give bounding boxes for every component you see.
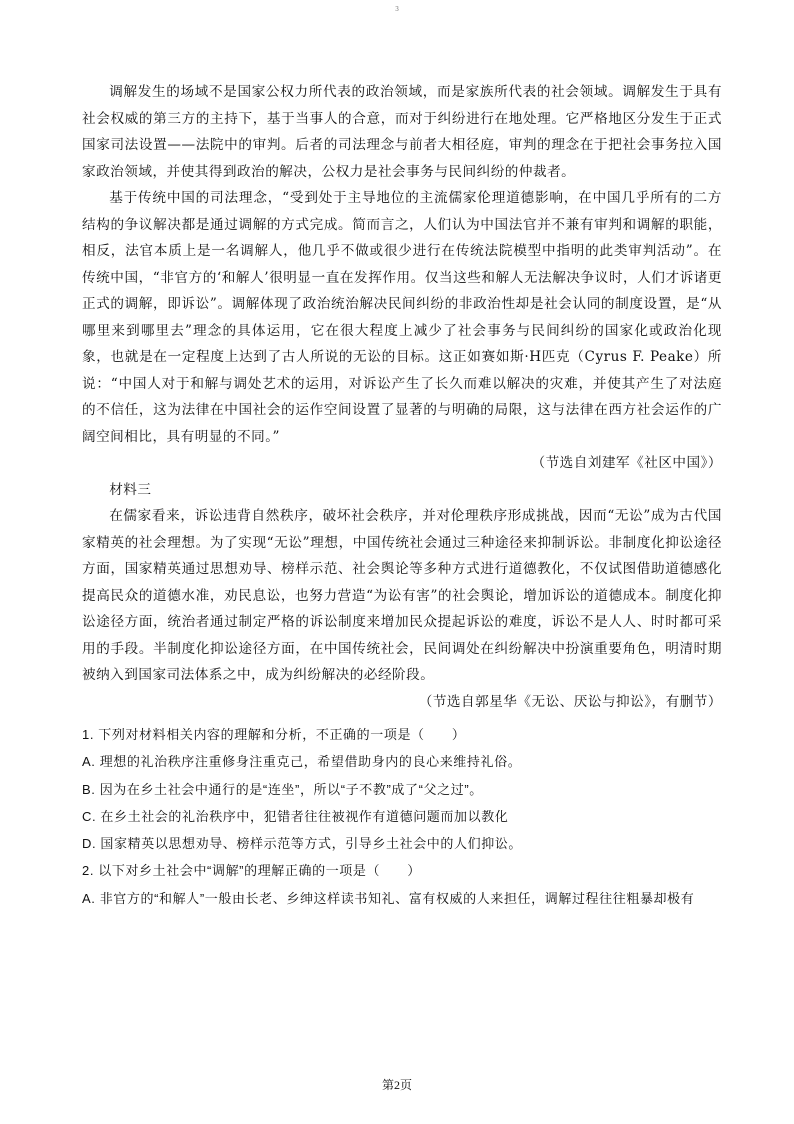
source-citation-material-2: （节选自刘建军《社区中国》） [531,455,722,471]
document-body [82,79,722,912]
question-section [82,721,722,912]
page-number: 第2页 [381,1078,412,1092]
source-citation-material-3: （节选自郭星华《无讼、厌讼与抑讼》，有删节） [418,693,722,710]
page-header-mark: 3 [395,6,399,13]
question-1-stem: 1. 下列对材料相关内容的理解和分析，不正确的一项是（ ） [82,727,466,742]
material-3-heading: 材料三 [109,481,152,498]
question-1-option-c: C. 在乡土社会的礼治秩序中，犯错者往往被视作有道德问题而加以教化 [82,808,509,824]
passage-paragraph-2: 基于传统中国的司法理念，“受到处于主导地位的主流儒家伦理道德影响，在中国几乎所有的二方结构的争议解决都是通过调解的方式完成。简而言之，人们认为中国法官并不兼有审判和调解的职能，相反，法官本质上是一名调解人，他几乎不做或很少进行在传统法院模型中指明的此类审判活动”。在传统中国，“非官方的‘和解人’很明显一直在发挥作用。仅当这些和解人无法解决争议时，人们才诉诸更正式的调解，即诉讼”。调解体现了政治统治解决民间纠纷的非政治性却是社会认同的制度设置，是“从哪里来到哪里去”理念的具体运用，它在很大程度上减少了社会事务与民间纠纷的国家化或政治化现象，也就是在一定程度上达到了古人所说的无讼的目标。这正如赛如斯·H匹克（Cyrus F. Peake）所说：“中国人对于和解与调处艺术的运用，对诉讼产生了长久而难以解决的灾难，并使其产生了对法庭的不信任，这为法律在中国社会的运作空间设置了显著的与明确的局限，这与法律在西方社会运作的广阔空间相比，具有明显的不同。” [82,190,722,445]
question-1-option-b: B. 因为在乡土社会中通行的是“连坐”，所以“子不教”成了“父之过”。 [82,781,483,797]
passage-paragraph-3: 在儒家看来，诉讼违背自然秩序，破坏社会秩序，并对伦理秩序形成挑战，因而“无讼”成为古代国家精英的社会理想。为了实现“无讼”理想，中国传统社会通过三种途径来抑制诉讼。非制度化抑讼途径方面，国家精英通过思想劝导、榜样示范、社会舆论等多种方式进行道德教化，不仅试图借助道德感化提高民众的道德水准，劝民息讼，也努力营造“为讼有害”的社会舆论，增加诉讼的道德成本。制度化抑讼途径方面，统治者通过制定严格的诉讼制度来增加民众提起诉讼的难度，诉讼不是人人、时时都可采用的手段。半制度化抑讼途径方面，在中国传统社会，民间调处在纠纷解决中扮演重要角色，明清时期被纳入到国家司法体系之中，成为纠纷解决的必经阶段。 [82,508,722,683]
question-1-option-d: D. 国家精英以思想劝导、榜样示范等方式，引导乡土社会中的人们抑讼。 [82,836,523,852]
question-2-option-a: A. 非官方的“和解人”一般由长老、乡绅这样读书知礼、富有权威的人来担任，调解过程往往粗暴却极有 [82,890,695,906]
question-2-stem: 2. 以下对乡土社会中“调解”的理解正确的一项是（ ） [82,863,421,879]
passage-paragraph-1: 调解发生的场域不是国家公权力所代表的政治领域，而是家族所代表的社会领域。调解发生于具有社会权威的第三方的主持下，基于当事人的合意，而对于纠纷进行在地处理。它严格地区分发生于正式国家司法设置——法院中的审判。后者的司法理念与前者大相径庭，审判的理念在于把社会事务拉入国家政治领域，并使其得到政治的解决，公权力是社会事务与民间纠纷的仲裁者。 [82,84,722,180]
question-1-option-a: A. 理想的礼治秩序注重修身注重克己，希望借助身内的良心来维持礼俗。 [82,754,522,770]
